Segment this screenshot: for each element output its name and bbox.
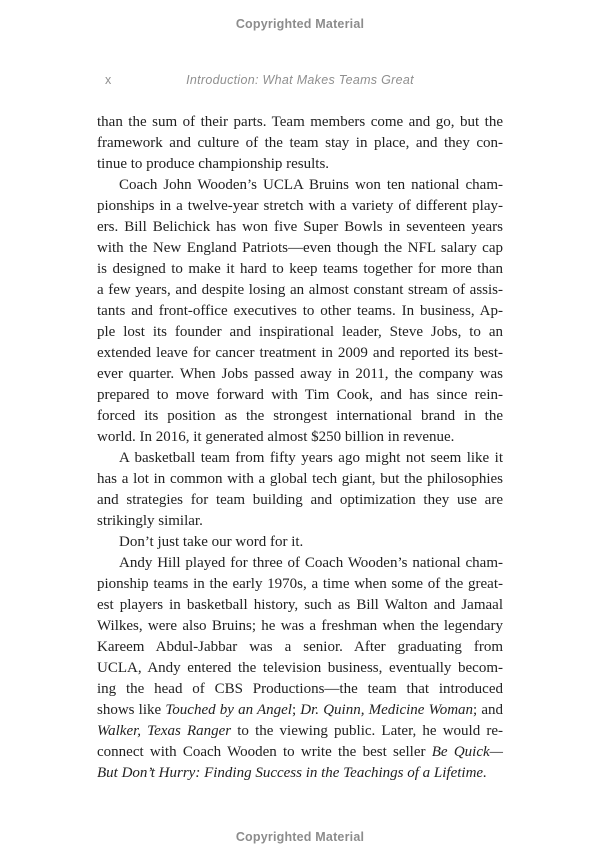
text-line: than the sum of their parts. Team members come and go, but the xyxy=(97,114,503,130)
copyright-notice-top: Copyrighted Material xyxy=(235,17,365,31)
text-line: forced its position as the strongest international brand in the xyxy=(97,408,503,424)
text-line: ever quarter. When Jobs passed away in 2011, the company was xyxy=(97,366,503,382)
running-header xyxy=(97,73,503,90)
copyright-notice-bottom: Copyrighted Material xyxy=(235,830,365,844)
text-line: with the New England Patriots—even though the NFL salary cap xyxy=(97,240,503,256)
text-line: ing the head of CBS Productions—the team that introduced xyxy=(97,681,503,697)
text-line: Wilkes, were also Bruins; he was a freshman when the legendary xyxy=(97,618,503,634)
text-line: framework and culture of the team stay in place, and they con- xyxy=(97,135,503,151)
text-line: A basketball team from fifty years ago might not seem like it xyxy=(119,450,503,466)
text-line: tants and front-office executives to other teams. In business, Ap- xyxy=(97,303,503,319)
text-line: ers. Bill Belichick has won five Super Bowls in seventeen years xyxy=(97,219,503,235)
text-line: est players in basketball history, such as Bill Walton and Jamaal xyxy=(97,597,503,613)
text-line: strikingly similar. xyxy=(97,513,203,529)
text-line: has a lot in common with a global tech giant, but the philosophies xyxy=(97,471,503,487)
text-line: pionships in a twelve-year stretch with a variety of different play- xyxy=(97,198,503,214)
text-line: a few years, and despite losing an almost constant stream of assis- xyxy=(97,282,503,298)
text-line: tinue to produce championship results. xyxy=(97,156,330,172)
body-text xyxy=(97,112,503,784)
text-line: Walker, Texas Ranger to the viewing public. Later, he would re- xyxy=(97,723,503,739)
text-line: world. In 2016, it generated almost $250 billion in revenue. xyxy=(97,429,455,445)
text-line: pionship teams in the early 1970s, a time when some of the great- xyxy=(97,576,503,592)
text-line: But Don’t Hurry: Finding Success in the Teachings of a Lifetime. xyxy=(97,765,487,781)
text-line: extended leave for cancer treatment in 2009 and reported its best- xyxy=(97,345,503,361)
text-line: ple lost its founder and inspirational leader, Steve Jobs, to an xyxy=(97,324,503,340)
text-line: UCLA, Andy entered the television business, eventually becom- xyxy=(97,660,503,676)
text-line: Andy Hill played for three of Coach Wooden’s national cham- xyxy=(119,555,503,571)
text-line: shows like Touched by an Angel; Dr. Quinn, Medicine Woman; and xyxy=(97,702,504,718)
text-line: Don’t just take our word for it. xyxy=(119,534,304,550)
page-number: x xyxy=(105,73,112,87)
text-line: prepared to move forward with Tim Cook, and has since rein- xyxy=(97,387,503,403)
text-line: Kareem Abdul-Jabbar was a senior. After graduating from xyxy=(97,639,503,655)
text-line: connect with Coach Wooden to write the best seller Be Quick— xyxy=(97,744,503,760)
text-line: and strategies for team building and optimization they use are xyxy=(97,492,503,508)
running-title: Introduction: What Makes Teams Great xyxy=(186,73,414,87)
text-line: is designed to make it hard to keep teams together for more than xyxy=(97,261,503,277)
text-line: Coach John Wooden’s UCLA Bruins won ten national cham- xyxy=(119,177,503,193)
